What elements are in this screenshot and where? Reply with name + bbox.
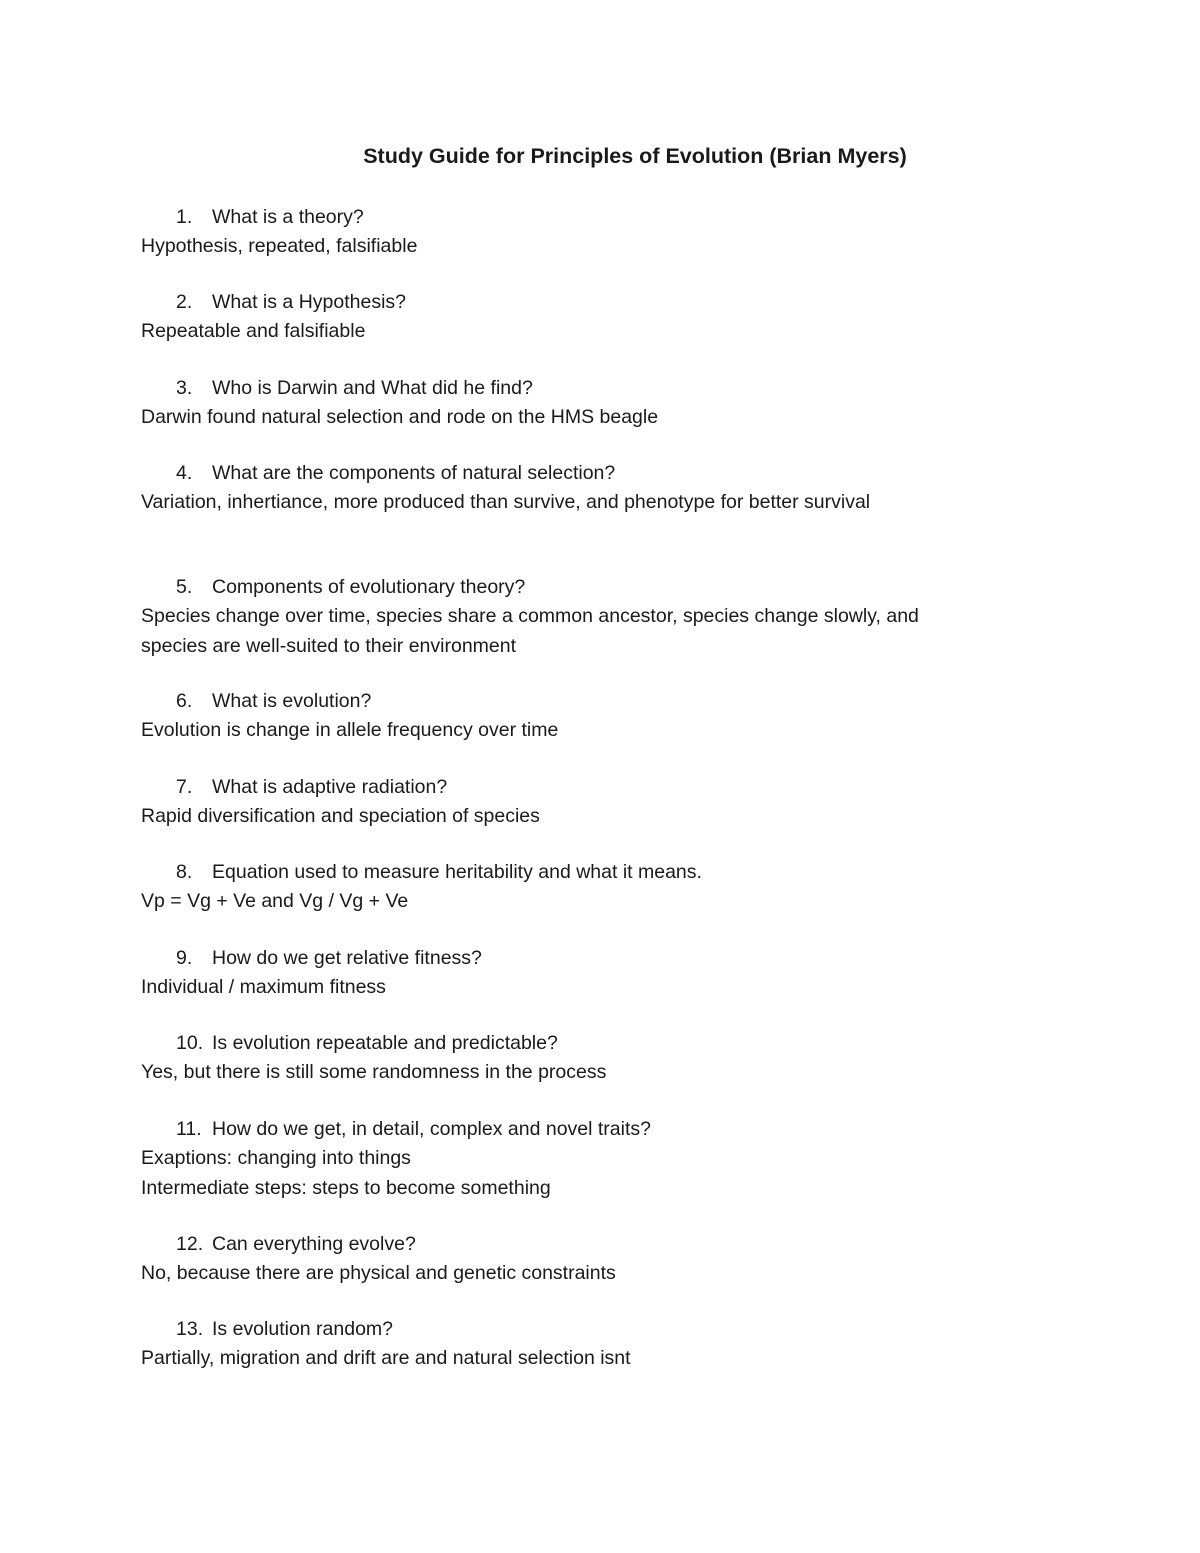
question-text: What is evolution?	[212, 690, 372, 712]
question	[176, 1028, 558, 1058]
question-text: What is adaptive radiation?	[212, 776, 448, 798]
question-text: How do we get, in detail, complex and novel traits?	[212, 1118, 651, 1140]
question	[176, 1314, 393, 1344]
question-number: 11.	[176, 1118, 202, 1140]
question-number: 13.	[176, 1318, 204, 1340]
answer-text: Variation, inhertiance, more produced than survive, and phenotype for better survival	[141, 491, 871, 513]
question-text: Is evolution random?	[212, 1318, 394, 1340]
question	[176, 458, 615, 488]
answer-text: species are well-suited to their environment	[141, 634, 517, 657]
question-text: Can everything evolve?	[212, 1233, 416, 1255]
question-number: 4.	[176, 462, 193, 484]
answer-text: No, because there are physical and genetic constraints	[141, 1262, 616, 1284]
answer-text: Hypothesis, repeated, falsifiable	[141, 235, 418, 257]
question-text: What is a theory?	[212, 206, 364, 228]
answer-text: Individual / maximum fitness	[141, 976, 386, 998]
question-number: 7.	[176, 776, 193, 798]
question-number: 5.	[176, 576, 193, 598]
question-number: 2.	[176, 291, 193, 313]
question-text: Is evolution repeatable and predictable?	[212, 1032, 558, 1054]
question	[176, 287, 406, 317]
question-text: What are the components of natural selection?	[212, 462, 616, 484]
answer-text: Darwin found natural selection and rode on the HMS beagle	[141, 406, 659, 428]
question-text: How do we get relative fitness?	[212, 947, 482, 969]
question-text: What is a Hypothesis?	[212, 291, 407, 313]
question	[176, 572, 525, 602]
question-number: 3.	[176, 377, 193, 399]
question	[176, 373, 533, 403]
answer-text: Partially, migration and drift are and natural selection isnt	[141, 1347, 631, 1369]
answer-text: Evolution is change in allele frequency over time	[141, 719, 559, 741]
answer-text: Repeatable and falsifiable	[141, 320, 366, 342]
question-text: Equation used to measure heritability and what it means.	[212, 861, 702, 883]
question-number: 6.	[176, 690, 193, 712]
question	[176, 772, 447, 802]
answer-text: Rapid diversification and speciation of species	[141, 805, 540, 827]
document-title: Study Guide for Principles of Evolution (Brian Myers)	[363, 144, 907, 168]
answer-text: Vp = Vg + Ve and Vg / Vg + Ve	[141, 890, 409, 912]
answer-text: Intermediate steps: steps to become something	[141, 1176, 551, 1199]
question	[176, 943, 482, 973]
answer-text: Species change over time, species share a common ancestor, species change slowly, and	[141, 605, 919, 627]
question	[176, 1114, 651, 1144]
question	[176, 686, 371, 716]
answer-text: Exaptions: changing into things	[141, 1147, 411, 1169]
question	[176, 202, 364, 232]
question-number: 10.	[176, 1032, 204, 1054]
answer-text: Yes, but there is still some randomness in the process	[141, 1061, 607, 1083]
question-text: Components of evolutionary theory?	[212, 576, 526, 598]
question	[176, 1229, 416, 1259]
question-number: 9.	[176, 947, 193, 969]
question-number: 1.	[176, 206, 193, 228]
question-number: 12.	[176, 1233, 204, 1255]
question-number: 8.	[176, 861, 193, 883]
question-text: Who is Darwin and What did he find?	[212, 377, 533, 399]
question	[176, 857, 702, 887]
